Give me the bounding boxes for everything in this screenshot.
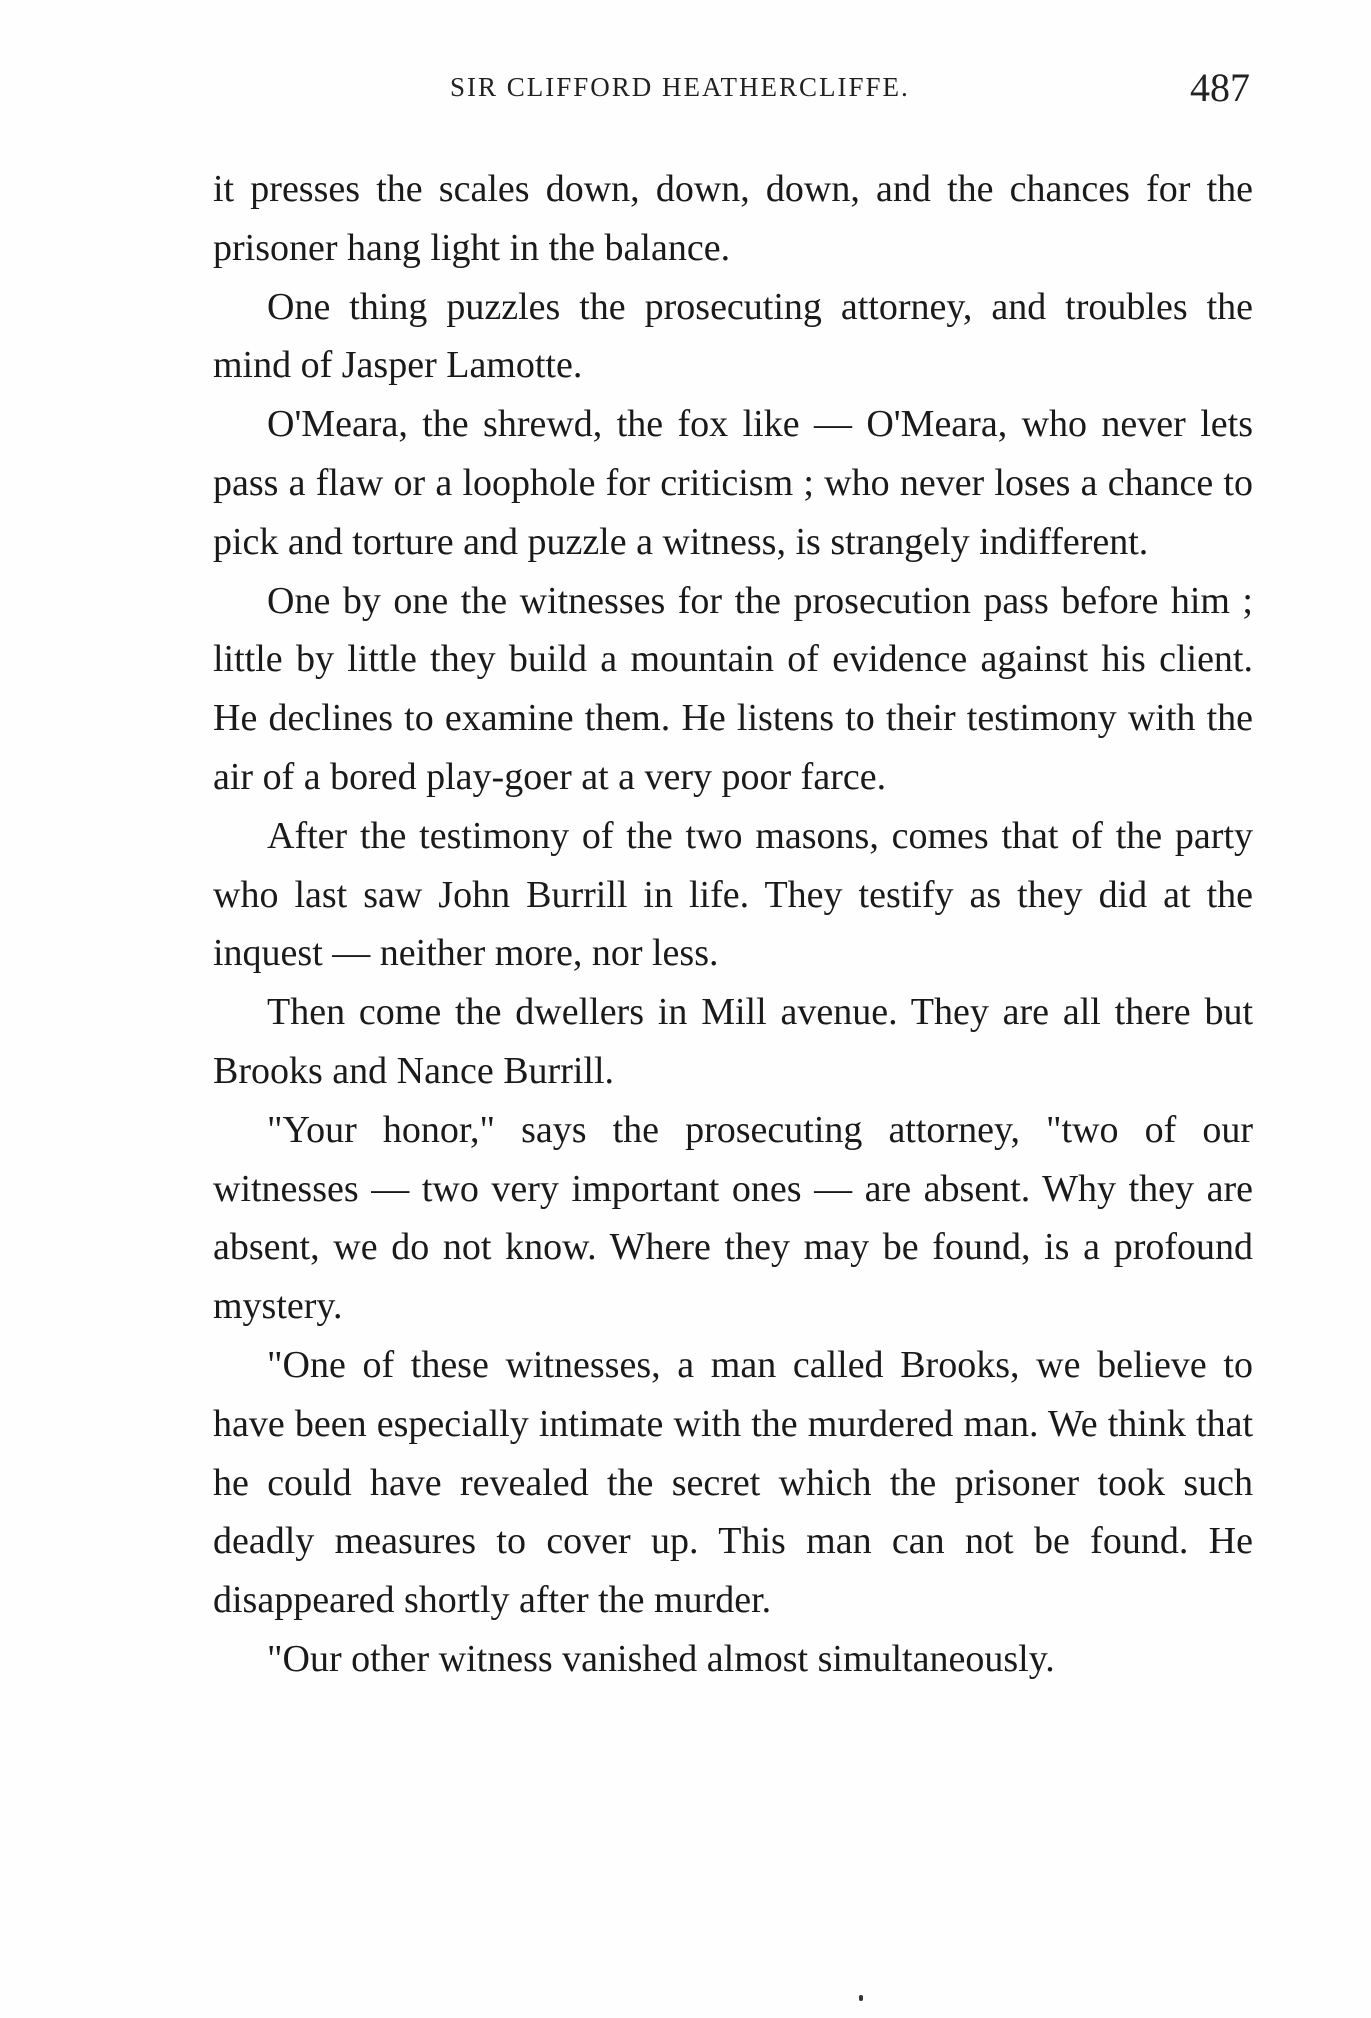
page-number: 487: [1190, 65, 1250, 110]
paragraph: "One of these witnesses, a man called Brooks, we believe to have been especially intimate with the murdered man. We think that he could have revealed the secret which the prisoner took such deadly measures to cover up. This man can not be found. He disappeared shortly after the murder.: [213, 1343, 1253, 1622]
body-text: [213, 160, 1253, 1689]
paragraph: O'Meara, the shrewd, the fox like — O'Meara, who never lets pass a flaw or a loophole for criticism ; who never loses a chance to pick and torture and puzzle a witness, is strangely indifferent.: [213, 403, 1253, 563]
paragraph: Then come the dwellers in Mill avenue. They are all there but Brooks and Nance Burrill.: [213, 991, 1253, 1092]
running-title: SIR CLIFFORD HEATHERCLIFFE.: [450, 72, 910, 102]
paragraph: After the testimony of the two masons, comes that of the party who last saw John Burrill in life. They testify as they did at the inquest — neither more, nor less.: [213, 814, 1253, 975]
paragraph: it presses the scales down, down, down, and the chances for the prisoner hang light in the balance.: [213, 168, 1253, 269]
paragraph: "Your honor," says the prosecuting attorney, "two of our witnesses — two very important ones — are absent. Why they are absent, we do not know. Where they may be found, is a profound mystery.: [213, 1108, 1253, 1328]
paragraph: One thing puzzles the prosecuting attorney, and troubles the mind of Jasper Lamotte.: [213, 285, 1253, 387]
paragraph: One by one the witnesses for the prosecution pass before him ; little by little they build a mountain of evidence against his client. He declines to examine them. He listens to their testimony with the air of a bored play-goer at a very poor farce.: [213, 579, 1253, 798]
paragraph: "Our other witness vanished almost simultaneously.: [267, 1637, 1055, 1680]
ink-speck: [859, 1995, 863, 2001]
